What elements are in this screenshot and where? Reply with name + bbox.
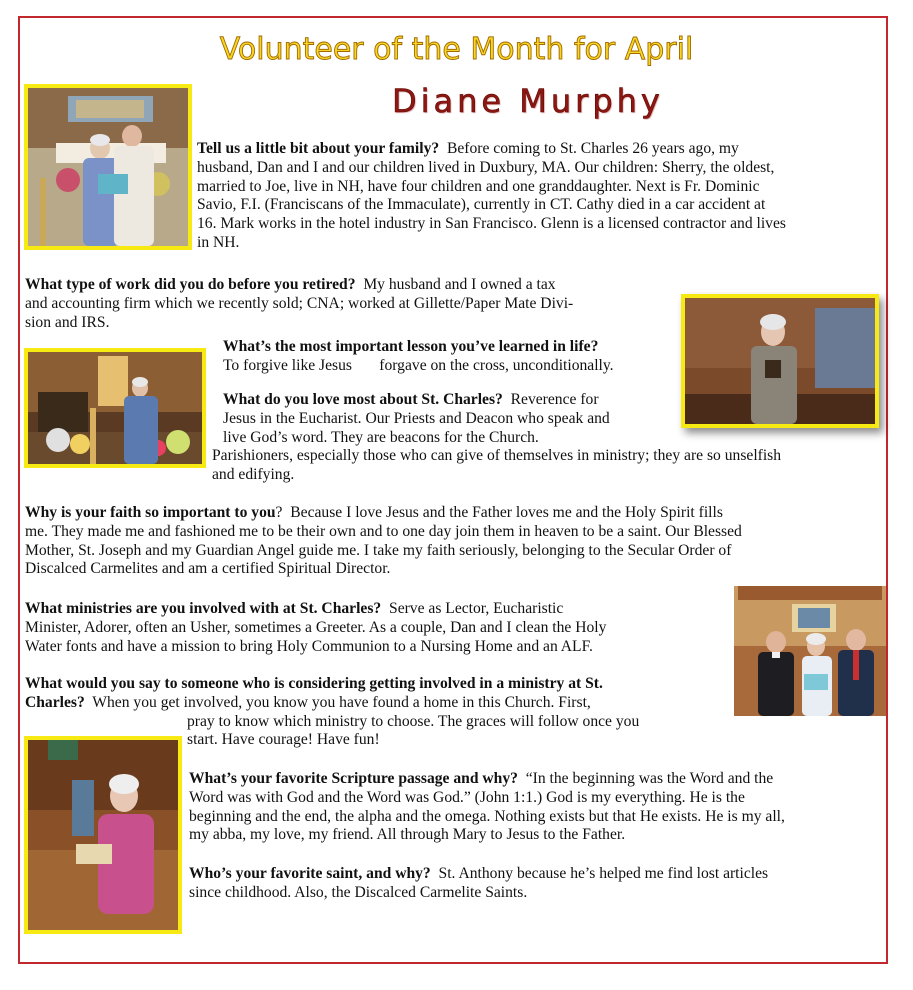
qa-advice: [25, 675, 730, 750]
qa-love-st-charles: [212, 391, 883, 485]
qa-scripture-question: What’s your favorite Scripture passage and why?: [189, 770, 518, 787]
sanctuary-flowers-photo: [24, 348, 206, 468]
qa-family: [197, 140, 887, 253]
qa-advice-question: Charles?: [25, 693, 85, 711]
priests-award-image: [734, 586, 886, 716]
altar-award-photo: [24, 84, 192, 250]
woman-reading-image: [28, 740, 178, 930]
page-title: Volunteer of the Month for April: [219, 32, 694, 67]
qa-advice-answer-line: pray to know which ministry to choose. The graces will follow once you: [187, 712, 640, 730]
qa-saint-answer-line: St. Anthony because he’s helped me find lost articles: [438, 865, 769, 882]
qa-lesson-answer-line: To forgive like Jesus forgave on the cross, unconditionally.: [223, 356, 614, 374]
qa-work-answer-line: My husband and I owned a tax: [363, 276, 556, 293]
sanctuary-flowers-image: [28, 352, 202, 464]
qa-faith-question: Why is your faith so important to you: [25, 504, 276, 521]
qa-family-answer-line: in NH.: [197, 233, 240, 251]
qa-family-answer-line: 16. Mark works in the hotel industry in San Francisco. Glenn is a licensed contractor and lives: [197, 215, 786, 233]
volunteer-name: Diane Murphy: [392, 82, 664, 120]
qa-lesson-question: What’s the most important lesson you’ve learned in life?: [223, 338, 599, 355]
qa-ministries-question: What ministries are you involved with at St. Charles?: [25, 600, 382, 617]
qa-faith-question-mark: ?: [275, 504, 283, 521]
qa-family-answer-line: Savio, F.I. (Franciscans of the Immaculate), currently in CT. Cathy died in a car accident at: [197, 196, 766, 214]
priests-award-photo: [734, 586, 886, 716]
qa-faith-answer-line: Discalced Carmelites and am a certified Spiritual Director.: [25, 560, 391, 578]
qa-scripture-answer-line: my abba, my love, my friend. All through Mary to Jesus to the Father.: [189, 826, 626, 844]
qa-work-question: What type of work did you do before you retired?: [25, 276, 356, 293]
qa-love-question: What do you love most about St. Charles?: [223, 391, 503, 408]
qa-saint-answer-line: since childhood. Also, the Discalced Carmelite Saints.: [189, 883, 528, 901]
qa-faith-answer-line: me. They made me and fashioned me to be their own and to one day join them in heaven to be a saint. Our Blessed: [25, 522, 742, 540]
qa-ministries-answer-line: Serve as Lector, Eucharistic: [389, 600, 564, 617]
woman-reading-photo: [24, 736, 182, 934]
qa-faith: [25, 504, 887, 579]
qa-advice-question: What would you say to someone who is considering getting involved in a ministry at St.: [25, 675, 603, 692]
altar-award-image: [28, 88, 188, 246]
qa-scripture: [189, 770, 889, 845]
qa-family-answer-line: married to Joe, live in NH, have four children and one granddaughter. Next is Fr. Dominic: [197, 177, 760, 195]
qa-advice-answer-line: start. Have courage! Have fun!: [187, 731, 380, 749]
qa-love-answer-line: live God’s word. They are beacons for the Church.: [223, 428, 539, 446]
qa-love-answer-line: Jesus in the Eucharist. Our Priests and Deacon who speak and: [223, 409, 610, 427]
qa-work: [25, 276, 675, 332]
qa-work-answer-line: and accounting firm which we recently sold; CNA; worked at Gillette/Paper Mate Divi-: [25, 294, 574, 312]
qa-scripture-answer-line: “In the beginning was the Word and the: [525, 770, 774, 787]
qa-family-answer-line: husband, Dan and I and our children lived in Duxbury, MA. Our children: Sherry, the oldest,: [197, 158, 775, 176]
qa-saint: [189, 865, 879, 903]
qa-faith-answer-line: Because I love Jesus and the Father loves me and the Holy Spirit fills: [290, 504, 723, 521]
qa-love-answer-line: and edifying.: [212, 466, 295, 484]
qa-work-answer-line: sion and IRS.: [25, 313, 110, 331]
qa-ministries: [25, 600, 730, 656]
qa-faith-answer-line: Mother, St. Joseph and my Guardian Angel guide me. I take my faith seriously, belonging to the Secular Order of: [25, 541, 732, 559]
qa-family-answer-line: Before coming to St. Charles 26 years ago, my: [446, 140, 739, 157]
qa-love-answer-line: Reverence for: [510, 391, 599, 408]
qa-family-question: Tell us a little bit about your family?: [197, 140, 440, 157]
qa-lesson: [223, 338, 683, 376]
qa-ministries-answer-line: Water fonts and have a mission to bring Holy Communion to a Nursing Home and an ALF.: [25, 637, 593, 655]
qa-saint-question: Who’s your favorite saint, and why?: [189, 865, 431, 882]
qa-scripture-answer-line: Word was with God and the Word was God.” (John 1:1.) God is my everything. He is the: [189, 788, 745, 806]
qa-love-answer-line: Parishioners, especially those who can give of themselves in ministry; they are so unselfish: [212, 447, 782, 465]
qa-advice-answer-line: When you get involved, you know you have found a home in this Church. First,: [92, 693, 591, 711]
qa-ministries-answer-line: Minister, Adorer, often an Usher, sometimes a Greeter. As a couple, Dan and I clean the Holy: [25, 618, 607, 636]
qa-scripture-answer-line: beginning and the end, the alpha and the omega. Nothing exists but that He exists. He is my all,: [189, 807, 785, 825]
